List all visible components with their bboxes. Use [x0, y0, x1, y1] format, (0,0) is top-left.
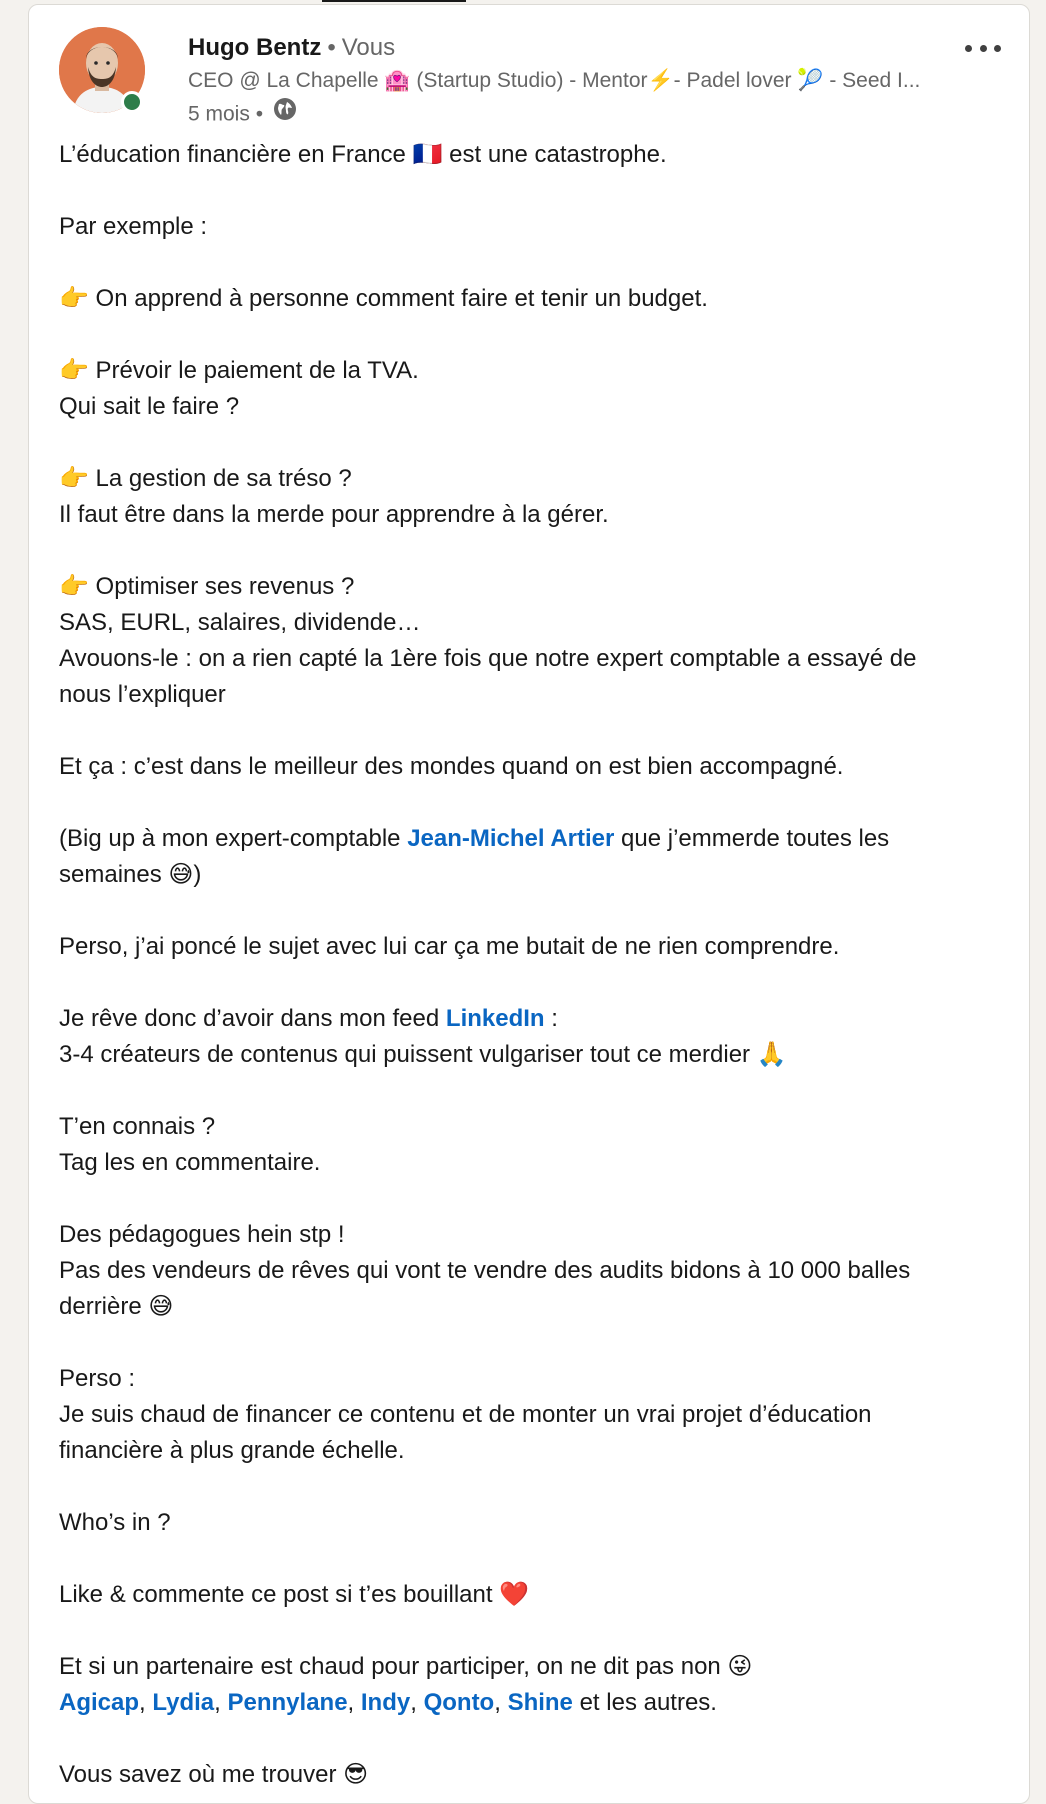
mention-indy[interactable]: Indy [360, 1689, 411, 1716]
post-time: 5 mois [188, 102, 250, 126]
online-status-indicator [121, 91, 143, 113]
post-body [59, 136, 1019, 1793]
author-name[interactable]: Hugo Bentz [188, 34, 322, 61]
mention-qonto[interactable]: Qonto [423, 1689, 495, 1716]
mention-lydia[interactable]: Lydia [152, 1689, 215, 1716]
body-line: 👉 La gestion de sa tréso ? [59, 465, 352, 492]
body-line: Avouons-le : on a rien capté la 1ère fois que notre expert comptable a essayé de [59, 645, 917, 672]
body-line: Par exemple : [59, 213, 208, 240]
body-line: SAS, EURL, salaires, dividende… [59, 609, 421, 636]
name-separator: • [327, 34, 336, 61]
more-dot [980, 45, 987, 52]
more-options-button[interactable] [961, 33, 1005, 63]
body-line: Je suis chaud de financer ce contenu et de monter un vrai projet d’éducation [59, 1401, 872, 1428]
body-line: Who’s in ? [59, 1509, 171, 1536]
body-line: Des pédagogues hein stp ! [59, 1221, 345, 1248]
body-line: T’en connais ? [59, 1113, 216, 1140]
body-line: Tag les en commentaire. [59, 1149, 321, 1176]
meta-separator: • [255, 102, 264, 126]
body-line: semaines 😅) [59, 861, 202, 888]
body-line: Je rêve donc d’avoir dans mon feed LinkedIn : [59, 1005, 558, 1032]
mention-pennylane[interactable]: Pennylane [227, 1689, 348, 1716]
body-line: L’éducation financière en France 🇫🇷 est une catastrophe. [59, 140, 667, 168]
body-line: 👉 Optimiser ses revenus ? [59, 573, 355, 600]
mention-agicap[interactable]: Agicap [59, 1689, 140, 1716]
mention-linkedin[interactable]: LinkedIn [445, 1005, 545, 1032]
body-line: Il faut être dans la merde pour apprendre à la gérer. [59, 501, 609, 528]
body-line: financière à plus grande échelle. [59, 1437, 405, 1464]
body-line: Qui sait le faire ? [59, 393, 240, 420]
body-line: 👉 On apprend à personne comment faire et tenir un budget. [59, 285, 708, 312]
partners-line: Agicap, Lydia, Pennylane, Indy, Qonto, Shine et les autres. [59, 1689, 717, 1716]
mention-jean-michel-artier[interactable]: Jean-Michel Artier [407, 825, 615, 852]
body-line: Et ça : c’est dans le meilleur des mondes quand on est bien accompagné. [59, 753, 844, 780]
body-line: (Big up à mon expert-comptable Jean-Michel Artier que j’emmerde toutes les [59, 825, 890, 852]
relation-label: Vous [341, 34, 396, 61]
post-header [59, 27, 1009, 127]
body-line: Like & commente ce post si t’es bouillant ❤️ [59, 1581, 530, 1608]
body-line: Et si un partenaire est chaud pour participer, on ne dit pas non 😜 [59, 1653, 753, 1680]
france-flag-icon: 🇫🇷 [412, 140, 443, 168]
body-line: Pas des vendeurs de rêves qui vont te vendre des audits bidons à 10 000 balles [59, 1257, 911, 1284]
body-line: derrière 😅 [59, 1293, 174, 1320]
author-line [188, 33, 395, 63]
post-meta [188, 99, 297, 131]
body-line: 👉 Prévoir le paiement de la TVA. [59, 357, 419, 384]
body-line: nous l’expliquer [59, 681, 226, 708]
body-line: 3-4 créateurs de contenus qui puissent vulgariser tout ce merdier 🙏 [59, 1041, 787, 1068]
active-tab-indicator [322, 0, 466, 2]
body-line: Perso, j’ai poncé le sujet avec lui car ça me butait de ne rien comprendre. [59, 933, 840, 960]
more-dot [965, 45, 972, 52]
body-line: Vous savez où me trouver 😎 [59, 1761, 369, 1788]
author-avatar[interactable] [59, 27, 147, 115]
globe-icon [273, 97, 297, 129]
body-line: Perso : [59, 1365, 136, 1392]
post-card [28, 4, 1030, 1804]
author-headline: CEO @ La Chapelle 🏩 (Startup Studio) - Mentor⚡️- Padel lover 🎾 - Seed I... [188, 69, 921, 92]
mention-shine[interactable]: Shine [507, 1689, 573, 1716]
more-dot [994, 45, 1001, 52]
